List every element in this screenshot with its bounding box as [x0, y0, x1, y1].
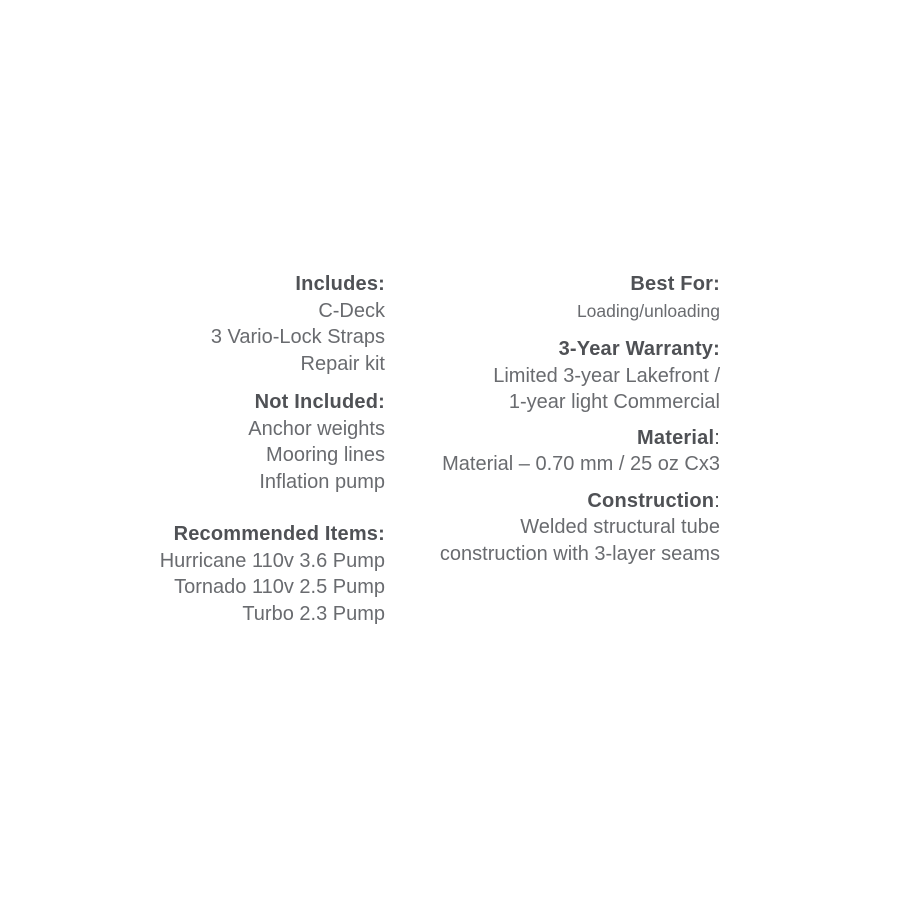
section-recommended-items — [50, 521, 385, 627]
section-heading-warranty — [385, 336, 720, 363]
section-construction — [385, 488, 720, 568]
heading-text: Construction — [587, 489, 715, 512]
spec-line: Material – 0.70 mm / 25 oz Cx3 — [442, 453, 720, 475]
spec-line: construction with 3-layer seams — [439, 542, 720, 565]
heading-text: Best For: — [630, 273, 720, 295]
spec-line: 3 Vario-Lock Straps — [210, 326, 385, 348]
spec-line: Anchor weights — [248, 417, 385, 440]
section-material — [385, 425, 720, 478]
section-heading-construction — [385, 488, 720, 515]
heading-text: 3-Year Warranty: — [558, 338, 720, 360]
spec-line: Tornado 110v 2.5 Pump — [174, 576, 385, 598]
section-heading-best-for — [385, 271, 720, 298]
spec-line: Turbo 2.3 Pump — [242, 602, 385, 625]
section-heading-not-included — [50, 389, 385, 416]
heading-colon: : — [714, 489, 720, 512]
spec-line: Welded structural tube — [520, 516, 720, 538]
spec-line: Repair kit — [300, 352, 385, 375]
section-not-included — [50, 389, 385, 495]
section-warranty — [385, 336, 720, 416]
section-heading-includes — [50, 271, 385, 298]
heading-text: Includes: — [295, 273, 385, 295]
heading-text: Recommended Items: — [173, 523, 385, 545]
spec-line: Mooring lines — [266, 444, 385, 466]
spec-line: Inflation pump — [259, 470, 385, 493]
spec-line: C-Deck — [318, 299, 385, 322]
section-best-for — [385, 271, 720, 324]
spec-line: Limited 3-year Lakefront / — [493, 364, 720, 387]
section-includes — [50, 271, 385, 377]
spec-line: 1-year light Commercial — [508, 391, 720, 413]
spec-line: Loading/unloading — [576, 300, 720, 321]
section-heading-recommended-items — [50, 521, 385, 548]
heading-text: Not Included: — [254, 391, 385, 413]
section-heading-material — [385, 425, 720, 452]
right-column — [385, 271, 720, 567]
heading-text: Material — [637, 426, 715, 449]
heading-colon: : — [714, 426, 720, 449]
left-column — [50, 271, 385, 627]
spec-line: Hurricane 110v 3.6 Pump — [159, 549, 385, 572]
